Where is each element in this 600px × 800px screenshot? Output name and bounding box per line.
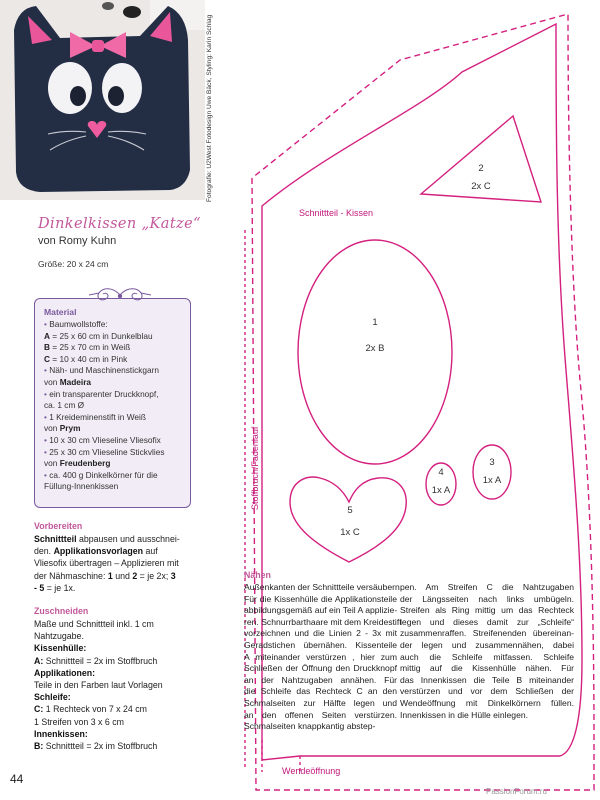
bullet: • [44,319,50,329]
naehen-line: pen. Am Streifen C die Nahtzugaben [400,582,574,592]
text: und [112,570,133,581]
text: 1 Streifen von 3 x 6 cm [34,716,124,727]
naehen-line: die Schleife das Rechteck C an den [244,686,397,697]
naehen-line: A miteinander verstürzen , hier zum [244,651,397,662]
bold-term: C [44,353,50,364]
piece-5-heart [290,477,406,562]
naehen-column-1 [244,582,403,733]
size-line: Größe: 20 x 24 cm [38,259,109,269]
bold-term: Freudenberg [59,458,111,469]
naehen-line: Innenkissen in die Hülle einlegen. [400,709,529,720]
piece-5-count: 1x C [340,527,360,538]
naehen-line: ren. Schnurrbarthaare mit dem Kreidestift [244,616,402,627]
material-heading: Material [44,307,77,317]
opening-label: Wendeöffnung [282,766,341,776]
bold-term: B [44,342,50,353]
piece-2-number: 2 [478,163,484,174]
bold-term: A [44,330,50,341]
text: = je 1x. [44,582,76,593]
author-line: von Romy Kuhn [38,235,117,247]
text: Näh- und Maschinenstickgarn [49,365,159,376]
bold-term: Applikationen: [34,667,96,678]
text: = 10 x 40 cm in Pink [50,353,128,364]
bold-term: Schleife: [34,692,71,703]
article-title: Dinkelkissen „Katze“ [38,216,201,232]
bold-term: B: [34,741,44,751]
text: von [44,377,60,387]
text: Teile in den Farben laut Vorlagen [34,680,163,690]
naehen-line: Außenkanten der Schnittteile versäubern. [244,582,403,592]
naehen-line: auch die Schleife mitfassen. Schleife [400,651,574,662]
pattern-label: Schnittteil - Kissen [299,208,374,218]
piece-5-number: 5 [347,505,353,516]
naehen-line: zusammenraffen. Streifenenden übereinan- [400,628,574,639]
text: ca. 400 g Dinkelkörner für die [49,469,158,480]
naehen-column-2 [400,582,574,721]
text: = je 2x; [137,570,171,581]
bold-term: Innenkissen: [34,728,88,739]
naehen-line: an den offenen Seiten verstürzen. [244,709,397,720]
section-heading-zuschneiden: Zuschneiden [34,606,89,616]
text: Schnittteil = 2x im Stoffbruch [43,655,158,666]
piece-3-ellipse [473,445,511,499]
bullet: • [44,469,50,480]
naehen-line: Geradstichen übernähen. Kissenteile [244,639,397,650]
text: von [44,423,60,434]
page-number: 44 [10,772,24,786]
text: auf [143,546,158,557]
bullet: • [44,435,50,445]
naehen-line: abbildungsgemäß auf ein Teil A applizie- [244,605,398,616]
text: Maße und Schnittteil inkl. 1 cm [34,619,154,629]
text: ca. 1 cm Ø [44,400,85,411]
bold-term: 1 [107,570,113,581]
bold-term: C: [34,704,44,715]
grain-label-wrap [250,426,264,524]
text: den. [34,546,54,557]
naehen-line: Streifen als Ring mittig um das Rechteck [400,605,574,616]
naehen-line: Schmalseiten zur Hälfte legen und [244,697,397,708]
text: 1 Rechteck von 7 x 24 cm [43,704,147,715]
text: Schnittteil = 2x im Stoffbruch [43,741,158,751]
bullet: • [44,388,50,399]
naehen-line: mittig auf die Kissenhülle nähen. Für [400,663,574,674]
piece-3-number: 3 [489,457,495,468]
text: abpausen und ausschnei- [76,534,180,544]
section-heading-naehen: Nähen [244,570,271,580]
bold-term: Prym [59,423,81,434]
naehen-line: das Innenkissen die Teile B miteinander [400,674,574,685]
piece-2-count: 2x C [471,181,491,192]
bold-term: Kissenhülle: [34,643,87,654]
text: 25 x 30 cm Vlieseline Stickvlies [49,446,165,457]
naehen-line: legen und dieses damit zur „Schleife“ [400,616,574,627]
bold-term: Madeira [59,377,92,387]
text: 10 x 30 cm Vlieseline Vliesofix [49,435,161,445]
text: = 25 x 70 cm in Weiß [50,342,131,353]
bold-term: 2 [132,570,138,581]
naehen-line: Schließen der Öffnung den Druckknopf [244,663,397,674]
text: = 25 x 60 cm in Dunkelblau [50,330,153,341]
photo-credit: Fotografie: U2West Fotodesign Uwe Bäck, Styling: Karin Schlag [206,14,213,202]
text: der Nähmaschine: [34,570,108,581]
bold-term: A: [34,655,44,666]
section-heading-vorbereiten: Vorbereiten [34,521,83,531]
bullet: • [44,411,50,422]
text: von [44,458,60,469]
text: Füllung-Innenkissen [44,481,119,492]
bullet: • [44,365,50,376]
bullet: • [44,446,50,457]
text: Vliesofix übertragen – Applizieren mit [34,558,179,569]
piece-4-count: 1x A [431,485,451,496]
text: 1 Kreideminenstift in Weiß [49,411,146,422]
piece-4-number: 4 [438,467,444,478]
naehen-line: an der Nahtzugaben annähen. Für [244,674,397,685]
bold-term: - 5 [34,582,45,593]
text: ein transparenter Druckknopf, [49,388,159,399]
naehen-line: verstürzen und vor dem Schließen der [400,686,574,697]
bold-term: Applikationsvorlagen [53,546,144,557]
bold-term: 3 [170,570,176,581]
grain-label: Stoffbruch/Fadenlauf [250,426,260,510]
naehen-line: der Längsseiten nach links umbügeln. [400,593,574,604]
bold-term: Schnittteil [34,534,77,544]
piece-3-count: 1x A [482,475,502,486]
piece-1-number: 1 [372,317,378,328]
naehen-line: Für die Kissenhülle die Applikationsteile [244,593,397,604]
naehen-line: Wendeöffnung mit Dinkelkörnern füllen. [400,697,574,708]
naehen-line: der legen und zusammennähen, dabei [400,639,574,650]
watermark: PassionForum.ru [486,787,547,796]
piece-1-count: 2x B [365,343,385,354]
naehen-line: Schmalseiten knappkantig abstep- [244,721,376,732]
text: Baumwollstoffe: [49,319,108,329]
naehen-line: vorzeichnen und die Linien 2 - 3x mit [244,628,397,639]
text: Nahtzugabe. [34,631,84,642]
